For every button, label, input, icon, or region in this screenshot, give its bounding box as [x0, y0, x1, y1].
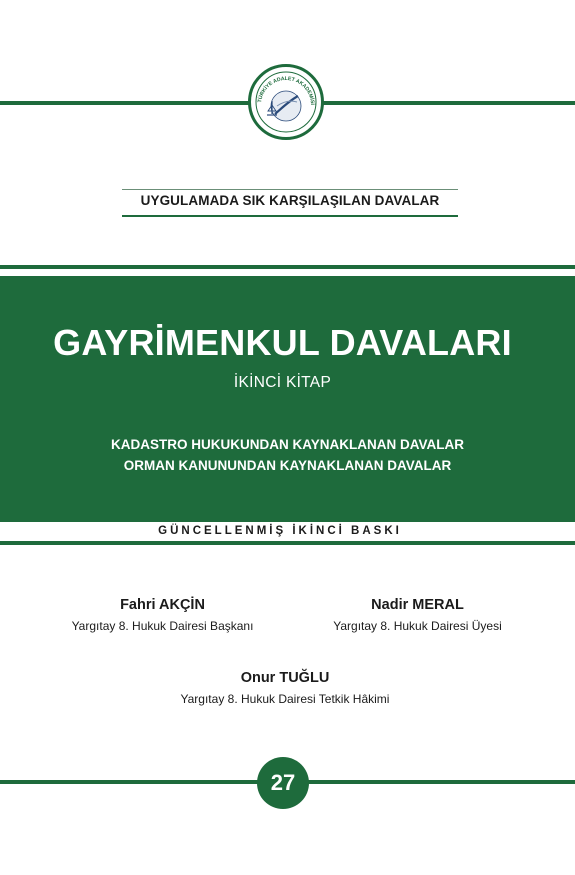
topic-line: ORMAN KANUNUNDAN KAYNAKLANAN DAVALAR [123, 458, 452, 473]
volume-number-badge: 27 [257, 757, 309, 809]
title-panel [0, 276, 575, 522]
scales-of-justice-icon [251, 67, 321, 137]
academy-logo [248, 64, 324, 140]
edition-label: GÜNCELLENMİŞ İKİNCİ BASKI [158, 525, 402, 537]
author-name: Onur TUĞLU [240, 670, 330, 686]
edition-bottom-rule [0, 541, 575, 545]
book-subtitle: İKİNCİ KİTAP [233, 374, 332, 391]
author-role: Yargıtay 8. Hukuk Dairesi Başkanı [71, 619, 254, 633]
author-name: Nadir MERAL [371, 597, 464, 613]
topic-line: KADASTRO HUKUKUNDAN KAYNAKLANAN DAVALAR [111, 437, 464, 452]
author-role: Yargıtay 8. Hukuk Dairesi Üyesi [333, 619, 502, 633]
series-bottom-rule [122, 215, 458, 217]
series-top-rule [122, 189, 458, 190]
author-block [40, 597, 285, 633]
author-name: Fahri AKÇİN [120, 597, 205, 613]
book-title: GAYRİMENKUL DAVALARI [53, 322, 512, 363]
author-role: Yargıtay 8. Hukuk Dairesi Tetkik Hâkimi [180, 692, 390, 706]
author-block [295, 597, 540, 633]
author-block [130, 670, 440, 706]
panel-top-rule [0, 265, 575, 269]
logo-ring-text: TÜRKİYE ADALET AKADEMİSİ [257, 75, 316, 105]
series-title: UYGULAMADA SIK KARŞILAŞILAN DAVALAR [140, 193, 440, 208]
